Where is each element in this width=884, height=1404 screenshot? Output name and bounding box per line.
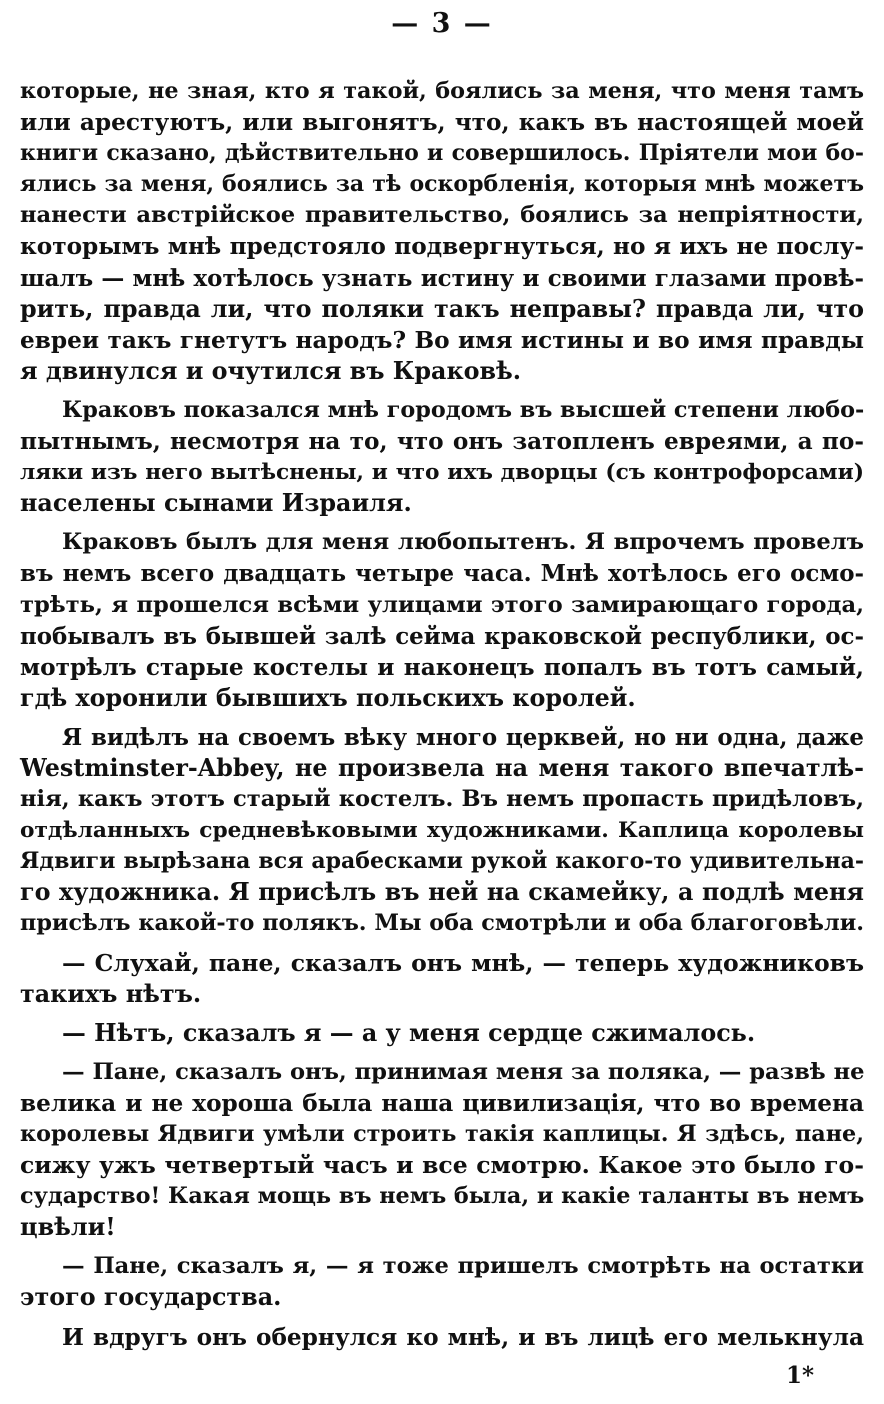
text-line: рить, правда ли, что поляки такъ неправы? правда ли, что	[20, 294, 864, 323]
text-line: книги сказано, дѣйствительно и совершилось. Пріятели мои бо-	[20, 140, 864, 167]
text-line: И вдругъ онъ обернулся ко мнѣ, и въ лицѣ его мелькнула	[62, 1323, 864, 1351]
text-line: Краковъ былъ для меня любопытенъ. Я впрочемъ провелъ	[62, 529, 864, 556]
text-line: такихъ нѣтъ.	[20, 979, 202, 1008]
text-line: населены сынами Израиля.	[20, 489, 412, 518]
text-line: этого государства.	[20, 1283, 282, 1312]
text-line: или арестуютъ, или выгонятъ, что, какъ въ настоящей моей	[20, 109, 864, 137]
text-line: присѣлъ какой-то полякъ. Мы оба смотрѣли и оба благоговѣли.	[20, 910, 864, 937]
text-line: ялись за меня, боялись за тѣ оскорбленія, которыя мнѣ можетъ	[20, 171, 864, 198]
text-line: отдѣланныхъ средневѣковыми художниками. Каплица королевы	[20, 818, 864, 844]
text-line: — Пане, сказалъ я, — я тоже пришелъ смотрѣть на остатки	[62, 1253, 864, 1280]
signature-mark: 1*	[785, 1362, 814, 1389]
text-line: Краковъ показался мнѣ городомъ въ высшей степени любо-	[62, 396, 865, 423]
paragraph-6	[20, 1018, 864, 1049]
text-line: сударство! Какая мощь въ немъ была, и какіе таланты въ немъ	[20, 1183, 865, 1210]
text-line: которымъ мнѣ предстояло подвергнуться, но я ихъ не послу-	[20, 233, 864, 261]
paragraph-7	[20, 1057, 864, 1244]
text-line: сижу ужъ четвертый часъ и все смотрю. Какое это было го-	[20, 1151, 864, 1180]
text-line: королевы Ядвиги умѣли строить такія каплицы. Я здѣсь, пане,	[20, 1121, 864, 1147]
paragraph-9	[20, 1322, 864, 1353]
paragraph-8	[20, 1251, 864, 1313]
text-line: нія, какъ этотъ старый костелъ. Въ немъ пропасть придѣловъ,	[20, 786, 864, 813]
page-number-header: — 3 —	[391, 8, 493, 39]
text-line: го художника. Я присѣлъ въ ней на скамейку, а подлѣ меня	[20, 878, 864, 907]
text-line: евреи такъ гнетутъ народъ? Во имя истины и во имя правды	[20, 326, 864, 354]
text-line: цвѣли!	[20, 1213, 116, 1242]
text-line: ляки изъ него вытѣснены, и что ихъ дворцы (съ контрофорсами)	[20, 460, 864, 486]
text-line: — Пане, сказалъ онъ, принимая меня за поляка, — развѣ не	[62, 1058, 865, 1085]
text-line: которые, не зная, кто я такой, боялись за меня, что меня тамъ	[20, 78, 864, 104]
text-line: велика и не хороша была наша цивилизація, что во времена	[20, 1089, 864, 1117]
text-line: — Слухай, пане, сказалъ онъ мнѣ, — теперь художниковъ	[62, 948, 864, 977]
text-line: въ немъ всего двадцать четыре часа. Мнѣ хотѣлось его осмо-	[20, 560, 864, 588]
paragraph-1	[20, 76, 864, 387]
paragraph-4	[20, 722, 864, 940]
text-line: нанести австрійское правительство, боялись за непріятности,	[20, 202, 864, 229]
text-line: Ядвиги вырѣзана вся арабесками рукой какого-то удивительна-	[20, 848, 864, 875]
text-line: — Нѣтъ, сказалъ я — а у меня сердце сжималось.	[62, 1018, 756, 1047]
text-line: побывалъ въ бывшей залѣ сейма краковской республики, ос-	[20, 622, 864, 650]
text-line: пытнымъ, несмотря на то, что онъ затопленъ евреями, а по-	[20, 428, 864, 456]
text-line: Westminster-Abbey, не произвела на меня такого впечатлѣ-	[20, 753, 864, 782]
text-line: Я видѣлъ на своемъ вѣку много церквей, но ни одна, даже	[62, 723, 864, 751]
paragraph-2	[20, 395, 864, 519]
text-line: трѣть, я прошелся всѣми улицами этого замирающаго города,	[20, 591, 864, 618]
body-text	[20, 76, 864, 1353]
paragraph-5	[20, 948, 864, 1010]
text-line: мотрѣлъ старые костелы и наконецъ попалъ въ тотъ самый,	[20, 653, 864, 681]
text-line: шалъ — мнѣ хотѣлось узнать истину и своими глазами провѣ-	[20, 264, 864, 292]
text-line: гдѣ хоронили бывшихъ польскихъ королей.	[20, 683, 636, 712]
paragraph-3	[20, 527, 864, 714]
text-line: я двинулся и очутился въ Краковѣ.	[20, 356, 522, 385]
